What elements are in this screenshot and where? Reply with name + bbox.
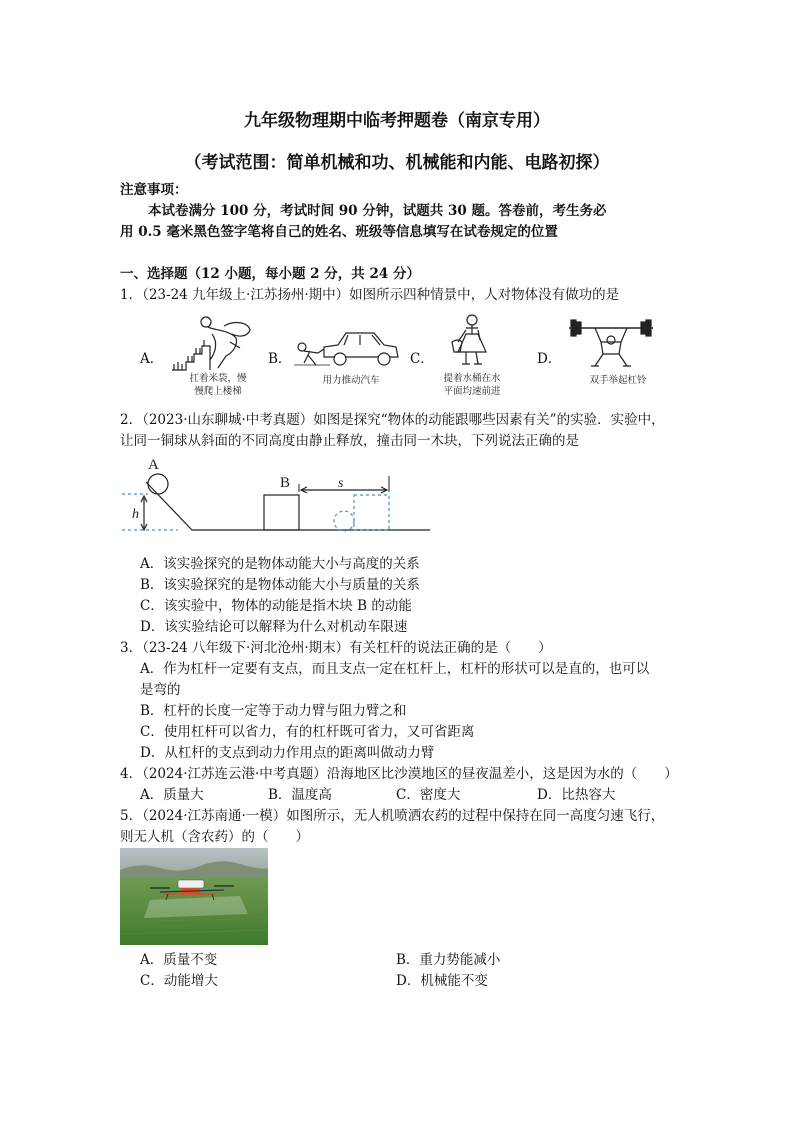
- q2-option-d: D．该实验结论可以解释为什么对机动车限速: [140, 619, 408, 635]
- q2-stem-line-2: 让同一铜球从斜面的不同高度由静止释放，撞击同一木块，下列说法正确的是: [120, 433, 579, 449]
- fig-label-b: B: [280, 475, 291, 491]
- fig-label-s: s: [338, 476, 344, 491]
- notice-line-2: 用 0.5 毫米黑色签字笔将自己的姓名、班级等信息填写在试卷规定的位置: [120, 224, 558, 240]
- q5-option-c: C．动能增大: [140, 973, 218, 989]
- person-pushing-car-illustration: [290, 325, 402, 369]
- q5-option-b: B．重力势能减小: [396, 952, 501, 968]
- q5-option-d: D．机械能不变: [396, 973, 488, 989]
- q1-caption-a-line-2: 慢爬上楼梯: [194, 386, 242, 397]
- q3-option-a-line-2: 是弯的: [140, 682, 181, 698]
- q4-option-a: A．质量大: [140, 787, 204, 803]
- q3-option-b: B．杠杆的长度一定等于动力臂与阻力臂之和: [140, 703, 407, 719]
- q3-stem: 3．（23-24 八年级下·河北沧州·期末）有关杠杆的说法正确的是（ ）: [120, 640, 552, 656]
- q4-option-c: C．密度大: [396, 787, 461, 803]
- q5-stem-line-1: 5．（2024·江苏南通·一模）如图所示，无人机喷洒农药的过程中保持在同一高度匀速飞行，: [120, 808, 665, 824]
- q2-option-b: B．该实验探究的是物体动能大小与质量的关系: [140, 577, 420, 593]
- q1-option-d-label: D．: [537, 351, 562, 367]
- q5-stem-line-2: 则无人机（含农药）的（ ）: [120, 829, 309, 845]
- q2-stem-line-1: 2．（2023·山东聊城·中考真题）如图是探究“物体的动能跟哪些因素有关”的实验．实验中，: [120, 412, 665, 428]
- q2-option-c: C．该实验中，物体的动能是指木块 B 的动能: [140, 598, 412, 614]
- page-title: 九年级物理期中临考押题卷（南京专用）: [244, 111, 550, 131]
- drone-spraying-photo: [120, 848, 268, 945]
- q3-option-c: C．使用杠杆可以省力，有的杠杆既可省力，又可省距离: [140, 724, 475, 740]
- notice-line-1: 本试卷满分 100 分，考试时间 90 分钟，试题共 30 题。答卷前，考生务必: [148, 203, 607, 219]
- q1-caption-c-line-1: 提着水桶在水: [443, 373, 501, 384]
- kinetic-energy-experiment-diagram: [118, 454, 438, 538]
- section-heading: 一、选择题（12 小题，每小题 2 分，共 24 分）: [120, 266, 420, 282]
- q1-caption-b: 用力推动汽车: [322, 375, 380, 386]
- q4-option-b: B．温度高: [268, 787, 332, 803]
- fig-label-h: h: [132, 507, 139, 522]
- q1-caption-a-line-1: 扛着米袋，慢: [189, 373, 247, 384]
- q1-option-c-label: C．: [410, 351, 434, 367]
- q5-option-a: A．质量不变: [140, 952, 218, 968]
- man-climbing-stairs-illustration: [168, 312, 260, 374]
- person-carrying-bucket-illustration: [440, 312, 504, 370]
- q4-option-d: D．比热容大: [537, 787, 616, 803]
- q3-option-d: D．从杠杆的支点到动力作用点的距离叫做动力臂: [140, 745, 435, 761]
- weightlifter-illustration: [565, 318, 657, 370]
- fig-label-a: A: [148, 457, 159, 473]
- notice-label: 注意事项：: [120, 182, 188, 198]
- q2-option-a: A．该实验探究的是物体动能大小与高度的关系: [140, 556, 420, 572]
- q4-stem: 4．（2024·江苏连云港·中考真题）沿海地区比沙漠地区的昼夜温差小，这是因为水的（ ）: [120, 766, 678, 782]
- q1-caption-a: [178, 372, 258, 398]
- q1-caption-c: [432, 372, 512, 398]
- q3-option-a-line-1: A．作为杠杆一定要有支点，而且支点一定在杠杆上，杠杆的形状可以是直的，也可以: [140, 661, 650, 677]
- q1-caption-c-line-2: 平面均速前进: [443, 386, 501, 397]
- q1-stem: 1．（23-24 九年级上·江苏扬州·期中）如图所示四种情景中，人对物体没有做功的是: [120, 287, 620, 303]
- q1-option-a-label: A．: [140, 351, 164, 367]
- page-subtitle: （考试范围：简单机械和功、机械能和内能、电路初探）: [184, 153, 610, 173]
- q1-option-b-label: B．: [268, 351, 292, 367]
- q1-caption-d: 双手举起杠铃: [589, 375, 647, 386]
